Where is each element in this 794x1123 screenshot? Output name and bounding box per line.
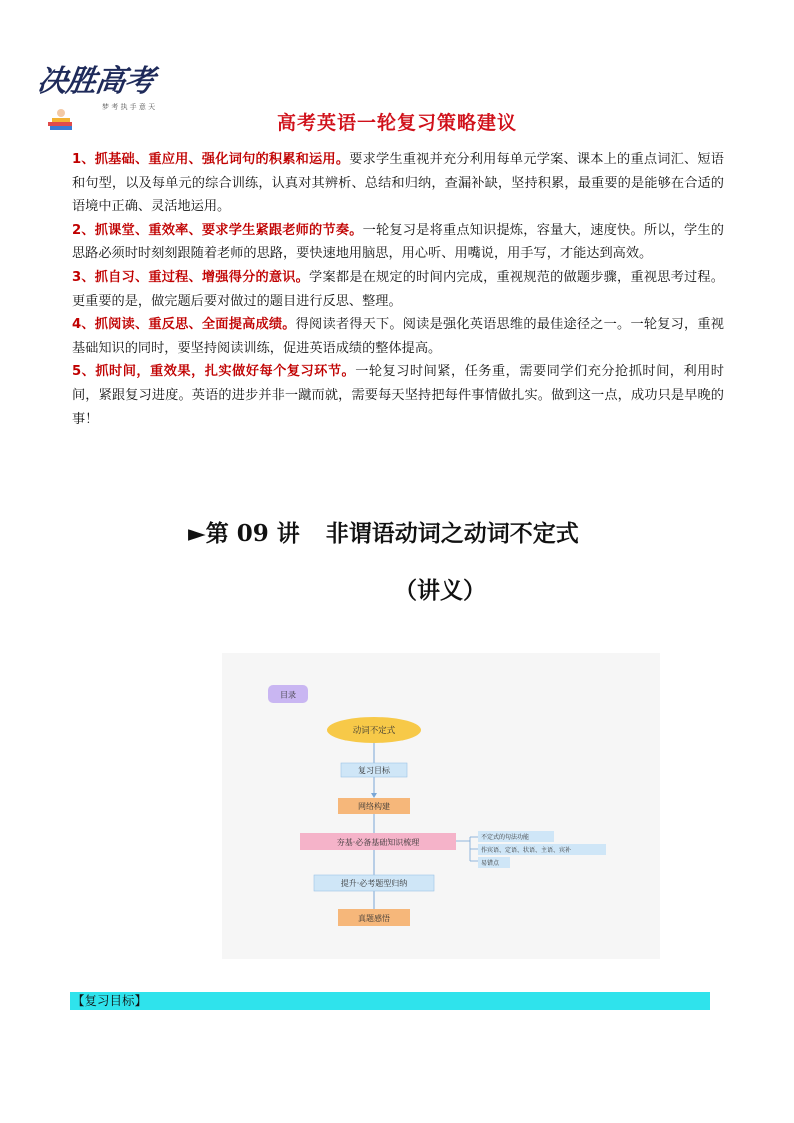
- branch-pitfalls: 易错点: [481, 860, 500, 867]
- strategy-lead: 2、抓课堂、重效率、要求学生紧跟老师的节奏。: [72, 222, 363, 238]
- diagram-tag: 目录: [280, 690, 296, 700]
- node-real-exam: 真题感悟: [358, 914, 390, 923]
- strategy-list: [72, 148, 724, 431]
- section-header-review-goals: 【复习目标】: [70, 992, 710, 1010]
- chapter-number: 第 09 讲: [205, 520, 300, 547]
- strategy-body: 一轮复习时间紧，任务重，需要同学们充分抢抓时间，利用时间，紧跟复习进度。英语的进步并非一蹴而就，需要每天坚持把每件事情做扎实。做到这一点，成功只是早晚的事！: [72, 364, 724, 427]
- chapter-subtitle: （讲义）: [394, 577, 486, 604]
- node-review-goals: 复习目标: [358, 766, 390, 775]
- branch-syntax: 不定式的句法功能: [481, 834, 530, 841]
- node-network: 网络构建: [358, 802, 390, 811]
- outline-flowchart: [222, 653, 660, 959]
- node-basics: 夯基·必备基础知识梳理: [336, 838, 420, 847]
- chapter-name: 非谓语动词之动词不定式: [325, 520, 579, 547]
- triangle-marker-icon: ►: [188, 520, 206, 547]
- branch-functions: 作宾语、定语、状语、主语、宾补: [481, 847, 572, 854]
- logo-text: 决胜高考: [35, 64, 156, 99]
- strategy-body: 得阅读者得天下。阅读是强化英语思维的最佳途径之一。一轮复习，重视基础知识的同时，要坚持阅读训练，促进英语成绩的整体提高。: [72, 317, 724, 356]
- outline-diagram: [222, 653, 660, 959]
- strategy-item: [72, 148, 724, 219]
- node-advance: 提升·必考题型归纳: [340, 879, 408, 888]
- root-node: 动词不定式: [352, 726, 396, 736]
- chapter-heading: [188, 515, 579, 548]
- page-title: 高考英语一轮复习策略建议: [276, 112, 517, 134]
- strategy-body: 要求学生重视并充分利用每单元学案、课本上的重点词汇、短语和句型，以及每单元的综合训练，认真对其辨析、总结和归纳，查漏补缺，坚持积累，最重要的是能够在合适的语境中正确、灵活地运用。: [72, 152, 724, 215]
- strategy-lead: 4、抓阅读、重反思、全面提高成绩。: [72, 317, 296, 333]
- strategy-lead: 1、抓基础、重应用、强化词句的积累和运用。: [72, 152, 350, 167]
- logo-subtext: 梦 考 执 手 意 天: [102, 103, 156, 111]
- strategy-item: [72, 360, 724, 431]
- strategy-lead: 5、抓时间，重效果，扎实做好每个复习环节。: [72, 364, 356, 380]
- strategy-item: [72, 219, 724, 266]
- strategy-body: 学案都是在规定的时间内完成，重视规范的做题步骤，重视思考过程。更重要的是，做完题后要对做过的题目进行反思、整理。: [72, 269, 724, 309]
- strategy-body: 一轮复习是将重点知识提炼，容量大，速度快。所以，学生的思路必须时时刻刻跟随着老师的思路，要快速地用脑思，用心听、用嘴说，用手写，才能达到高效。: [72, 222, 724, 262]
- strategy-lead: 3、抓自习、重过程、增强得分的意识。: [72, 269, 310, 285]
- strategy-item: [72, 266, 724, 313]
- strategy-item: [72, 313, 724, 360]
